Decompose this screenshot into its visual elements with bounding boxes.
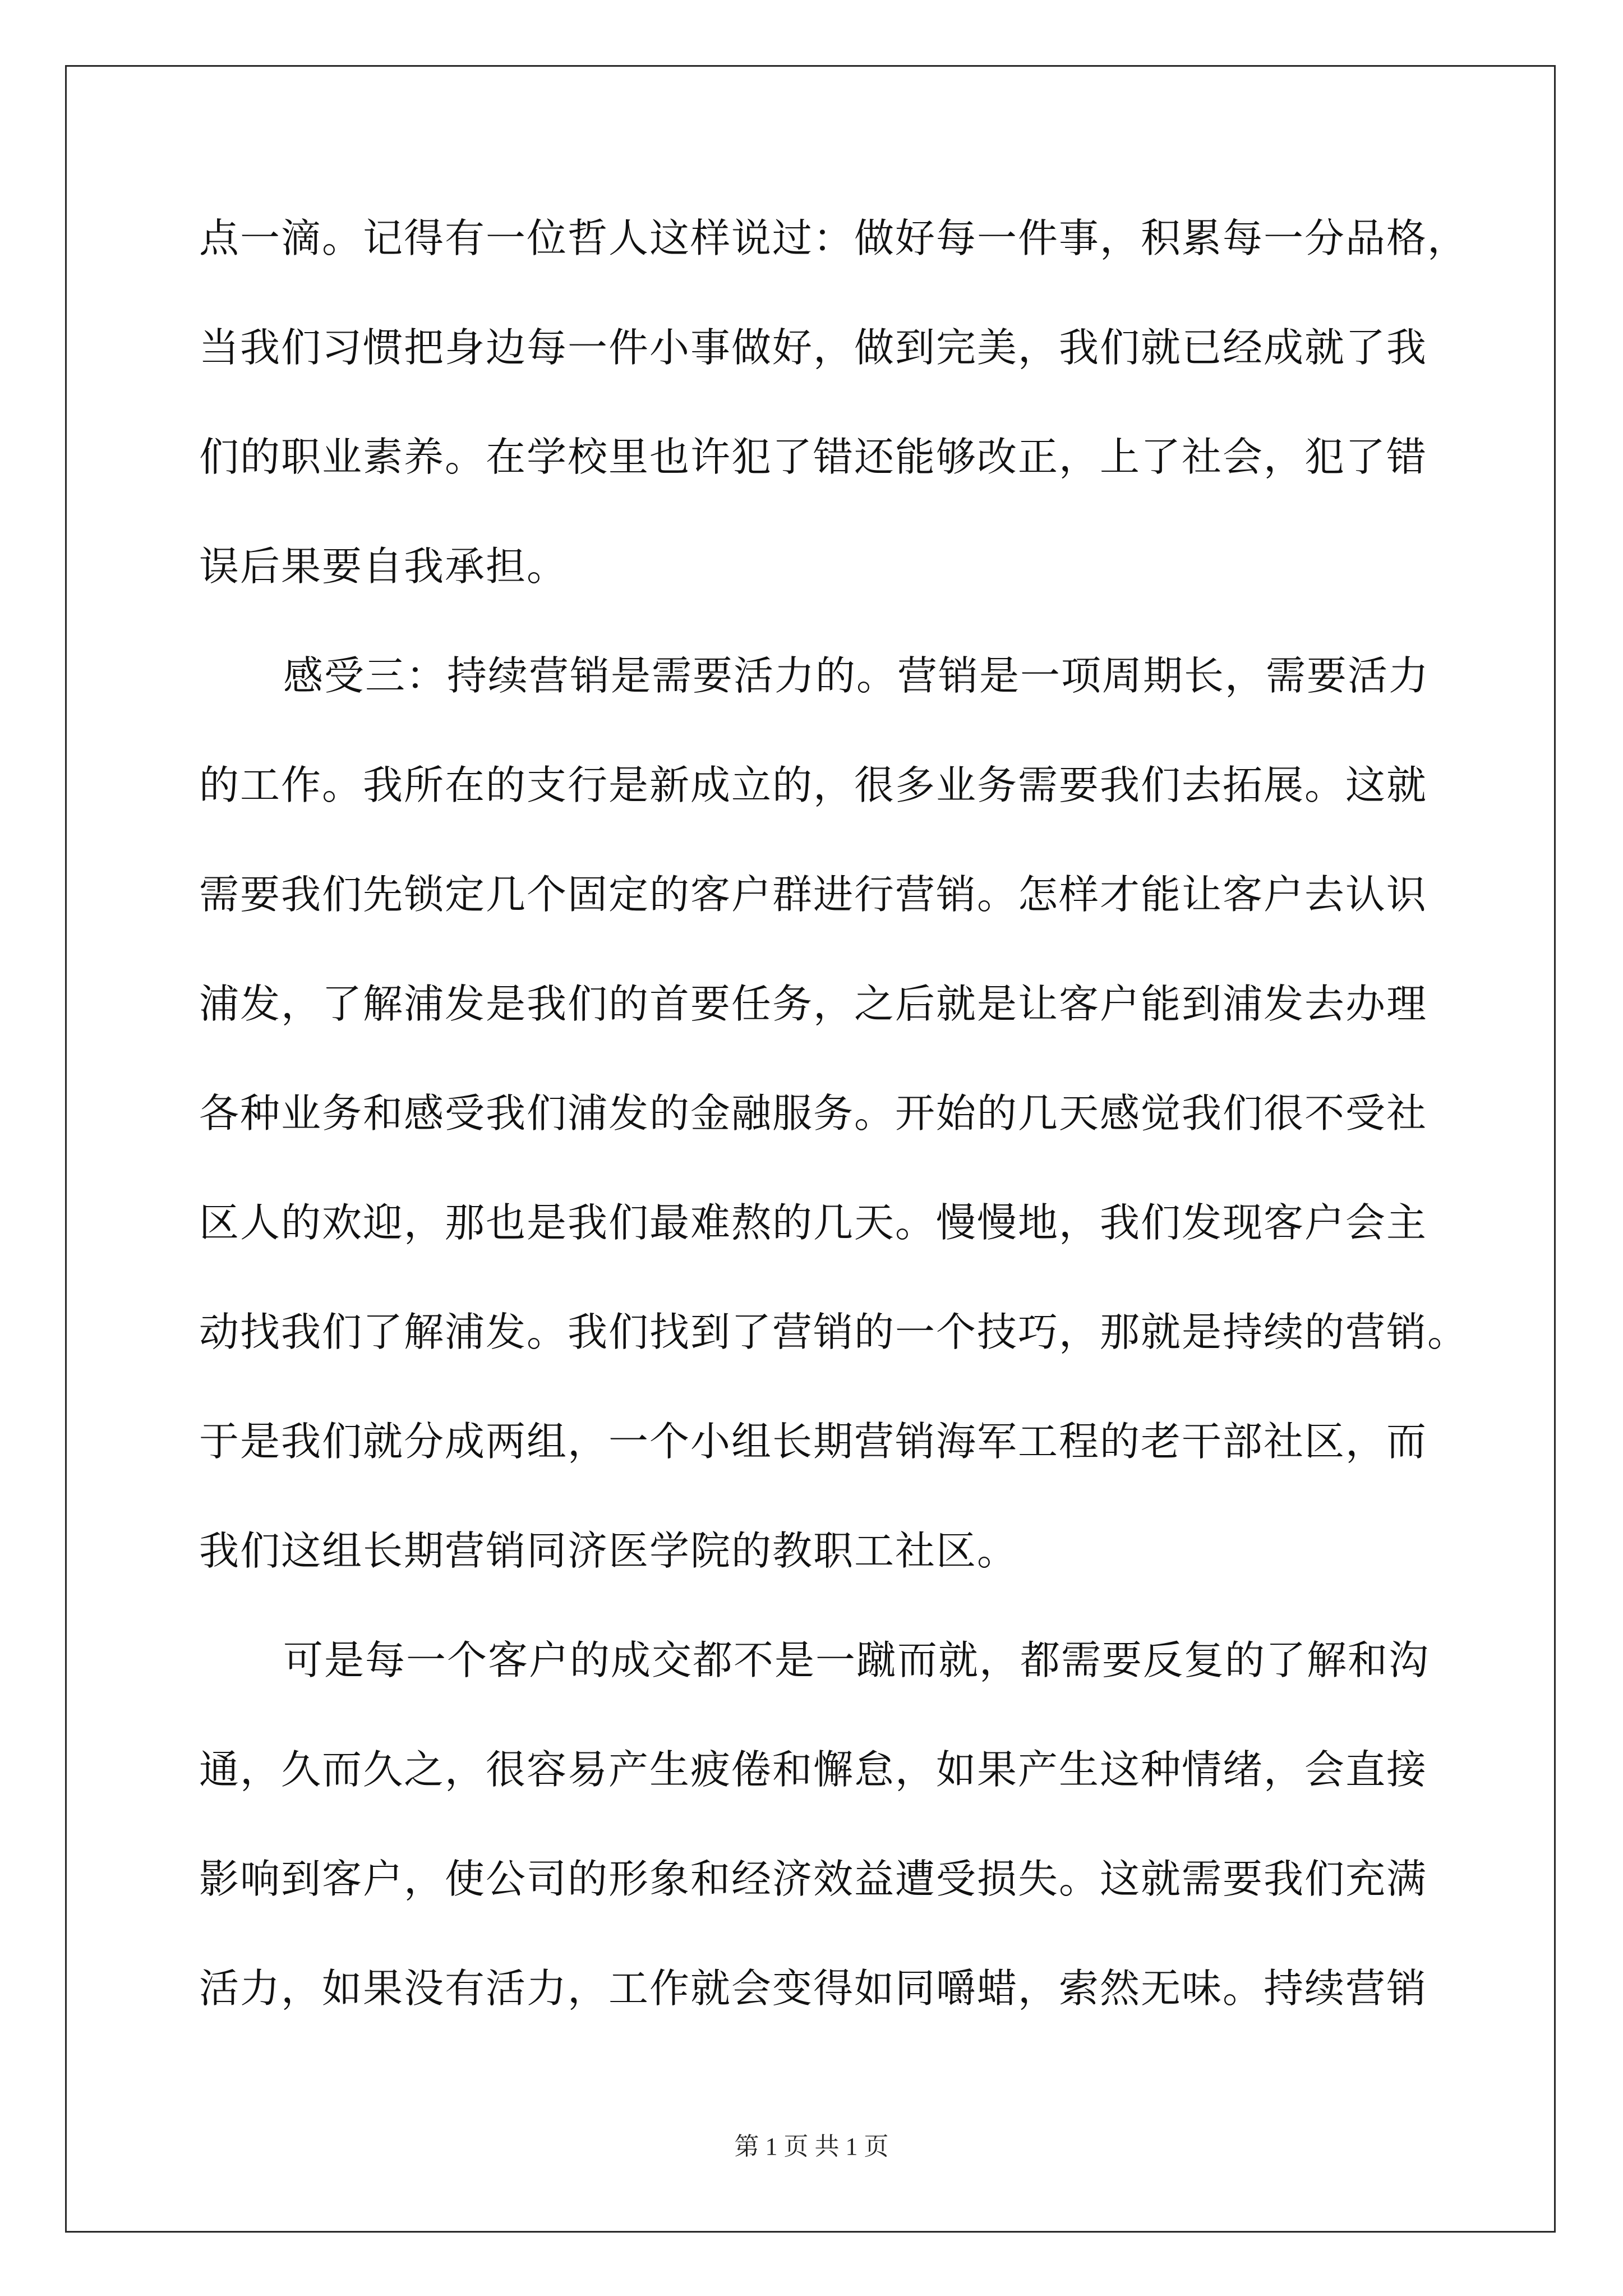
paragraph-first-line: 可是每一个客户的成交都不是一蹴而就，都需要反复的了解和沟 — [283, 1637, 1430, 1683]
text-line: 动找我们了解浦发。我们找到了营销的一个技巧，那就是持续的营销。 — [199, 1309, 1469, 1355]
text-line: 各种业务和感受我们浦发的金融服务。开始的几天感觉我们很不受社 — [199, 1090, 1428, 1137]
text-line: 通，久而久之，很容易产生疲倦和懈怠，如果产生这种情绪，会直接 — [199, 1746, 1428, 1793]
page-number-footer: 第 1 页 共 1 页 — [734, 2133, 889, 2160]
text-line: 于是我们就分成两组，一个小组长期营销海军工程的老干部社区，而 — [199, 1418, 1428, 1465]
text-line: 误后果要自我承担。 — [199, 543, 568, 590]
text-line: 当我们习惯把身边每一件小事做好，做到完美，我们就已经成就了我 — [199, 324, 1428, 371]
text-line: 影响到客户，使公司的形象和经济效益遭受损失。这就需要我们充满 — [199, 1856, 1428, 1902]
text-line: 点一滴。记得有一位哲人这样说过：做好每一件事，积累每一分品格， — [199, 215, 1469, 261]
text-line: 区人的欢迎，那也是我们最难熬的几天。慢慢地，我们发现客户会主 — [199, 1199, 1428, 1246]
paragraph-first-line: 感受三：持续营销是需要活力的。营销是一项周期长，需要活力 — [283, 652, 1430, 699]
text-line: 的工作。我所在的支行是新成立的，很多业务需要我们去拓展。这就 — [199, 762, 1428, 808]
text-line: 浦发，了解浦发是我们的首要任务，之后就是让客户能到浦发去办理 — [199, 981, 1428, 1027]
page-border — [65, 65, 1556, 2233]
text-line: 我们这组长期营销同济医学院的教职工社区。 — [199, 1527, 1018, 1574]
text-line: 们的职业素养。在学校里也许犯了错还能够改正，上了社会，犯了错 — [199, 434, 1428, 480]
text-line: 需要我们先锁定几个固定的客户群进行营销。怎样才能让客户去认识 — [199, 871, 1428, 918]
text-line: 活力，如果没有活力，工作就会变得如同嚼蜡，索然无味。持续营销 — [199, 1965, 1428, 2012]
